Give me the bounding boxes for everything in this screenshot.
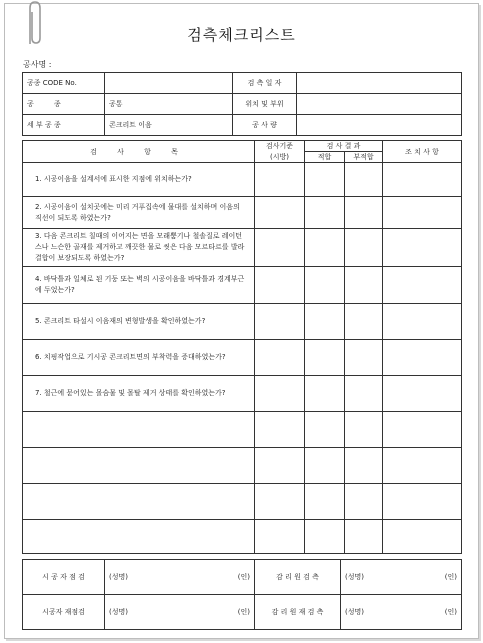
signature-table xyxy=(22,559,462,630)
empty-item-cell[interactable] xyxy=(23,412,255,448)
document-title: 검측체크리스트 xyxy=(187,26,296,44)
fail-cell[interactable] xyxy=(345,448,383,484)
supervisor-seal: (인) xyxy=(397,560,462,595)
quantity-label: 공 사 량 xyxy=(233,115,297,136)
detail-work-label: 세 부 공 종 xyxy=(23,115,105,136)
location-label: 위치 및 부위 xyxy=(233,94,297,115)
criteria-cell[interactable] xyxy=(255,412,305,448)
col-result: 검 사 결 과 xyxy=(305,141,383,152)
contractor-seal: (인) xyxy=(169,560,255,595)
fail-cell[interactable] xyxy=(345,412,383,448)
fail-cell[interactable] xyxy=(345,484,383,520)
action-cell[interactable] xyxy=(383,520,462,554)
table-row xyxy=(23,197,462,229)
contractor-inspection-label: 시 공 자 점 검 xyxy=(23,560,105,595)
table-row xyxy=(23,163,462,197)
work-type-label: 공 종 xyxy=(23,94,105,115)
location-value[interactable] xyxy=(297,94,462,115)
pass-cell[interactable] xyxy=(305,197,345,229)
action-cell[interactable] xyxy=(383,412,462,448)
check-item: 3. 다음 콘크리트 칠때의 이어지는 면을 모래뿜기나 철솔질로 레이턴스나 느슨한 골재를 제거하고 깨끗한 물로 씻은 다음 모르타르를 발라 결합이 보장되도록 하였는가? xyxy=(23,229,255,267)
fail-cell[interactable] xyxy=(345,163,383,197)
table-row xyxy=(23,229,462,267)
pass-cell[interactable] xyxy=(305,304,345,340)
action-cell[interactable] xyxy=(383,197,462,229)
empty-item-cell[interactable] xyxy=(23,520,255,554)
supervisor-recheck-label: 감 리 원 재 검 측 xyxy=(255,595,341,630)
table-row xyxy=(23,376,462,412)
fail-cell[interactable] xyxy=(345,376,383,412)
criteria-cell[interactable] xyxy=(255,340,305,376)
criteria-cell[interactable] xyxy=(255,267,305,304)
check-item: 4. 바닥틀과 일체로 된 기둥 또는 벽의 시공이음을 바닥틀과 경계부근에 두었는가? xyxy=(23,267,255,304)
work-type-value: 공통 xyxy=(105,94,233,115)
table-row xyxy=(23,267,462,304)
code-label: 공종 CODE No. xyxy=(23,73,105,94)
check-item: 5. 콘크리트 타설시 이음재의 변형발생을 확인하였는가? xyxy=(23,304,255,340)
col-criteria: 검사기준 xyxy=(255,141,305,152)
action-cell[interactable] xyxy=(383,376,462,412)
col-action: 조 치 사 항 xyxy=(383,141,462,163)
inspection-date-label: 검 측 일 자 xyxy=(233,73,297,94)
check-item: 7. 철근에 묻어있는 몰슴물 및 몰탈 제거 상태를 확인하였는가? xyxy=(23,376,255,412)
pass-cell[interactable] xyxy=(305,448,345,484)
pass-cell[interactable] xyxy=(305,520,345,554)
code-value[interactable] xyxy=(105,73,233,94)
contractor-name-field[interactable]: (성명) xyxy=(105,560,169,595)
pass-cell[interactable] xyxy=(305,376,345,412)
fail-cell[interactable] xyxy=(345,304,383,340)
action-cell[interactable] xyxy=(383,340,462,376)
detail-work-value: 콘크리트 이음 xyxy=(105,115,233,136)
fail-cell[interactable] xyxy=(345,229,383,267)
criteria-cell[interactable] xyxy=(255,197,305,229)
checklist-table xyxy=(22,140,462,554)
col-inspection-items: 검 사 항 목 xyxy=(23,141,255,163)
fail-cell[interactable] xyxy=(345,340,383,376)
table-row xyxy=(23,304,462,340)
table-row xyxy=(23,448,462,484)
empty-item-cell[interactable] xyxy=(23,484,255,520)
action-cell[interactable] xyxy=(383,267,462,304)
table-row xyxy=(23,412,462,448)
empty-item-cell[interactable] xyxy=(23,448,255,484)
action-cell[interactable] xyxy=(383,229,462,267)
check-item: 6. 치핑작업으로 기시공 콘크리트면의 부착력을 증대하였는가? xyxy=(23,340,255,376)
criteria-cell[interactable] xyxy=(255,163,305,197)
col-pass: 적합 xyxy=(305,152,345,163)
supervisor-name-field[interactable]: (성명) xyxy=(341,560,397,595)
inspection-date-value[interactable] xyxy=(297,73,462,94)
pass-cell[interactable] xyxy=(305,412,345,448)
action-cell[interactable] xyxy=(383,484,462,520)
criteria-cell[interactable] xyxy=(255,520,305,554)
criteria-cell[interactable] xyxy=(255,376,305,412)
supervisor-recheck-seal: (인) xyxy=(397,595,462,630)
fail-cell[interactable] xyxy=(345,520,383,554)
supervisor-recheck-name-field[interactable]: (성명) xyxy=(341,595,397,630)
header-info-table xyxy=(22,72,462,136)
table-row xyxy=(23,340,462,376)
check-item: 2. 시공이음이 설치곳에는 미리 거푸집속에 물대를 설치하며 이음의 직선이 되도록 하였는가? xyxy=(23,197,255,229)
project-name-label: 공사명 : xyxy=(23,60,52,69)
pass-cell[interactable] xyxy=(305,163,345,197)
pass-cell[interactable] xyxy=(305,267,345,304)
action-cell[interactable] xyxy=(383,304,462,340)
contractor-recheck-name-field[interactable]: (성명) xyxy=(105,595,169,630)
pass-cell[interactable] xyxy=(305,229,345,267)
action-cell[interactable] xyxy=(383,448,462,484)
criteria-cell[interactable] xyxy=(255,304,305,340)
action-cell[interactable] xyxy=(383,163,462,197)
pass-cell[interactable] xyxy=(305,484,345,520)
fail-cell[interactable] xyxy=(345,267,383,304)
check-item: 1. 시공이음을 설계서에 표시한 지점에 위치하는가? xyxy=(23,163,255,197)
supervisor-inspection-label: 감 리 원 검 측 xyxy=(255,560,341,595)
pass-cell[interactable] xyxy=(305,340,345,376)
fail-cell[interactable] xyxy=(345,197,383,229)
criteria-cell[interactable] xyxy=(255,229,305,267)
contractor-recheck-seal: (인) xyxy=(169,595,255,630)
criteria-cell[interactable] xyxy=(255,448,305,484)
criteria-cell[interactable] xyxy=(255,484,305,520)
quantity-value[interactable] xyxy=(297,115,462,136)
col-fail: 부적합 xyxy=(345,152,383,163)
contractor-recheck-label: 시공자 재점검 xyxy=(23,595,105,630)
table-row xyxy=(23,520,462,554)
col-criteria-sub: (시방) xyxy=(255,152,305,163)
table-row xyxy=(23,484,462,520)
